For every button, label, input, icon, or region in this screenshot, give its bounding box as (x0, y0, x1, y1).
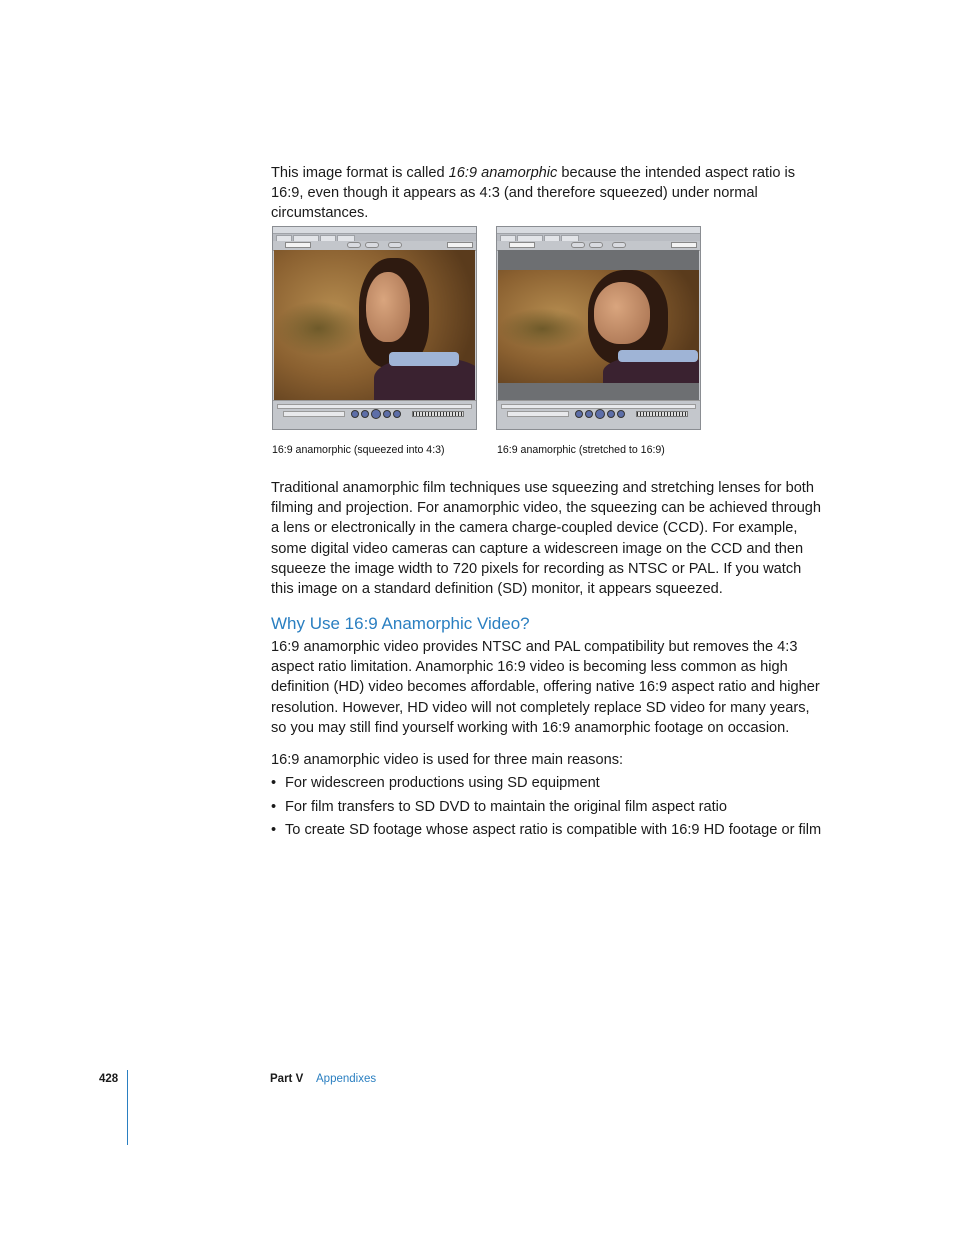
video-frame-stretched (498, 270, 699, 383)
viewer-tabs (497, 234, 700, 241)
body-paragraph-why: 16:9 anamorphic video provides NTSC and PAL compatibility but removes the 4:3 aspect ratio limitation. Anamorphic 16:9 video is becoming less common as high definition (HD) video becomes affordable, offering native 16:9 aspect ratio and higher resolution. However, HD video will not completely replace SD video for many years, so you may still find yourself working with 16:9 anamorphic footage on occasion. (271, 639, 820, 736)
page-number: 428 (99, 1073, 119, 1085)
bullet-marker: • (271, 798, 277, 815)
viewer-window-stretched (496, 226, 701, 430)
viewer-window-squeezed (272, 226, 477, 430)
list-item (271, 820, 831, 844)
footer-section-link[interactable]: Appendixes (316, 1073, 377, 1085)
intro-term: 16:9 anamorphic (448, 165, 558, 181)
viewer-tabs (273, 234, 476, 241)
section-heading: Why Use 16:9 Anamorphic Video? (271, 614, 530, 633)
list-item-text: For widescreen productions using SD equipment (285, 775, 600, 791)
intro-text-before: This image format is called (271, 165, 449, 181)
bullet-marker: • (271, 822, 277, 838)
list-item (271, 773, 831, 797)
body-paragraph-lenses: Traditional anamorphic film techniques use squeezing and stretching lenses for both filming and projection. For anamorphic video, the squeezing can be achieved through a lens or electronically in the camera charge-coupled device (CCD). For example, some digital video cameras can capture a widescreen image on the CCD and then squeeze the image width to 720 pixels for recording as NTSC or PAL. If you watch this image on a standard definition (SD) monitor, it appears squeezed. (271, 480, 822, 598)
footer-part-label: Part V (270, 1073, 304, 1085)
letterbox-bar-bottom (498, 383, 699, 401)
intro-text-after: because the intended aspect ratio is 16:9, even though it appears as 4:3 (and therefore squeezed) under normal circumstances. (271, 165, 796, 222)
viewer-titlebar (497, 227, 700, 234)
viewer-transport-bar (273, 400, 476, 429)
footer-divider (127, 1070, 128, 1145)
bullet-marker: • (271, 775, 277, 791)
list-item-text: For film transfers to SD DVD to maintain the original film aspect ratio (285, 798, 728, 815)
figure-caption-stretched: 16:9 anamorphic (stretched to 16:9) (497, 444, 665, 456)
intro-paragraph (271, 163, 823, 224)
video-frame-squeezed (274, 250, 475, 401)
reasons-list (271, 773, 831, 844)
viewer-transport-bar (497, 400, 700, 429)
list-item-text: To create SD footage whose aspect ratio is compatible with 16:9 HD footage or film (285, 822, 822, 838)
figure-caption-squeezed: 16:9 anamorphic (squeezed into 4:3) (272, 444, 445, 456)
letterbox-bar-top (498, 250, 699, 270)
list-item (271, 797, 831, 821)
body-paragraph-reasons-intro: 16:9 anamorphic video is used for three main reasons: (271, 752, 624, 768)
viewer-titlebar (273, 227, 476, 234)
